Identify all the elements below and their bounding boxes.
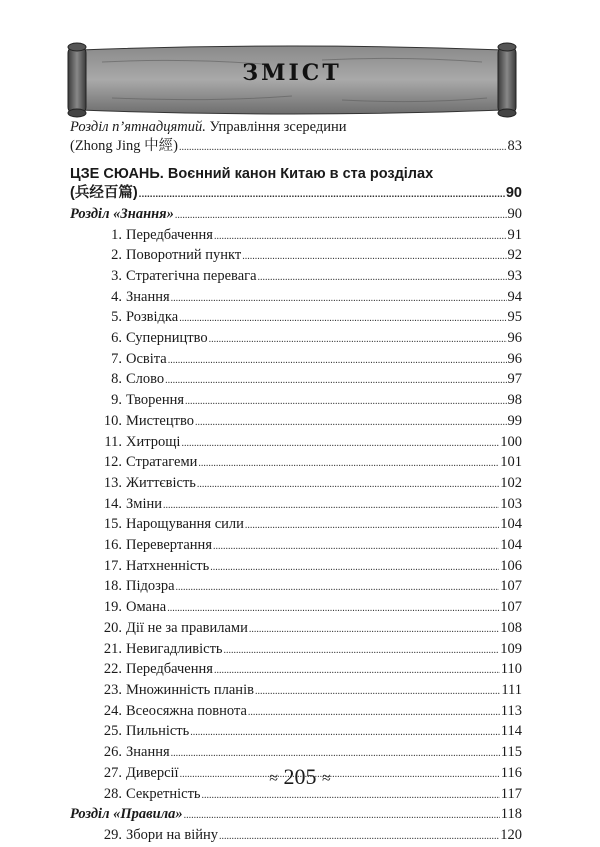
item-title: Перевертання [126, 537, 212, 554]
item-number: 19. [103, 599, 122, 616]
toc-item[interactable] [70, 329, 522, 350]
item-title: Передбачення [126, 226, 213, 243]
page-number: 115 [500, 744, 522, 761]
item-number: 4. [111, 288, 122, 305]
toc-item[interactable] [70, 246, 522, 267]
toc-item[interactable] [70, 288, 522, 309]
toc-item[interactable] [70, 391, 522, 412]
leader-dots [179, 310, 506, 329]
toc-item[interactable] [70, 370, 522, 391]
page-number: 101 [500, 454, 522, 471]
item-title: Поворотний пункт [126, 247, 242, 264]
item-title: Дії не за правилами [126, 619, 248, 636]
page-number: 90 [505, 185, 522, 202]
item-number: 3. [111, 267, 122, 284]
item-number: 22. [103, 661, 122, 678]
item-title: Диверсії [126, 764, 179, 781]
leader-dots [245, 517, 499, 536]
item-title: Пильність [126, 723, 190, 740]
item-number: 9. [111, 392, 122, 409]
page-number: 117 [500, 785, 522, 802]
leader-dots [197, 476, 499, 495]
leader-dots [198, 455, 499, 474]
toc-item[interactable] [70, 557, 522, 578]
toc-item[interactable] [70, 619, 522, 640]
leader-dots [176, 579, 500, 598]
leader-dots [249, 621, 499, 640]
item-number: 12. [103, 454, 122, 471]
book-subtitle: (兵经百篇) [70, 185, 138, 202]
intro-chapter-title: Управління зсередини [205, 119, 347, 135]
leader-dots [255, 683, 500, 702]
page-number: 102 [500, 474, 522, 491]
leader-dots [139, 186, 505, 205]
item-number: 11. [104, 433, 122, 450]
item-title: Знання [126, 744, 170, 761]
toc-item[interactable] [70, 743, 522, 764]
page-number: 111 [501, 681, 522, 698]
toc-item[interactable] [70, 722, 522, 743]
item-number: 26. [103, 744, 122, 761]
toc-entry-intro-cont[interactable] [70, 137, 522, 158]
page-number: 114 [500, 723, 522, 740]
item-title: Стратагеми [126, 454, 198, 471]
leader-dots [165, 372, 506, 391]
page-number: 97 [507, 371, 522, 388]
item-number: 23. [103, 681, 122, 698]
item-title: Суперництво [126, 330, 208, 347]
item-title: Множинність планів [126, 681, 254, 698]
item-title: Знання [126, 288, 170, 305]
item-title: Мистецтво [126, 412, 194, 429]
leader-dots [171, 290, 507, 309]
page-number: 96 [507, 350, 522, 367]
item-number: 1. [111, 226, 122, 243]
toc-item[interactable] [70, 681, 522, 702]
toc-section-rules[interactable] [70, 805, 522, 826]
page-number: 109 [500, 640, 522, 657]
page-number: 116 [500, 764, 522, 781]
toc-item[interactable] [70, 267, 522, 288]
leader-dots [171, 745, 500, 764]
page-number: 104 [500, 516, 522, 533]
page-number: 106 [500, 557, 522, 574]
leader-dots [258, 269, 507, 288]
leader-dots [210, 559, 499, 578]
page-number: 98 [507, 392, 522, 409]
item-number: 6. [111, 330, 122, 347]
item-title: Збори на війну [126, 826, 218, 843]
item-number: 2. [111, 247, 122, 264]
page-number: 96 [507, 330, 522, 347]
toc-entry-intro[interactable] [70, 118, 522, 137]
item-number: 17. [103, 557, 122, 574]
page-number: 103 [500, 495, 522, 512]
item-number: 13. [103, 474, 122, 491]
item-number: 25. [103, 723, 122, 740]
page-number: 95 [507, 309, 522, 326]
toc-section-knowledge[interactable] [70, 205, 522, 226]
item-number: 27. [103, 764, 122, 781]
page-number: 104 [500, 537, 522, 554]
intro-chapter-subtitle: (Zhong Jing 中經) [70, 137, 178, 154]
page-number: 107 [500, 599, 522, 616]
item-number: 24. [103, 702, 122, 719]
page-number: 90 [507, 205, 522, 222]
toc-item[interactable] [70, 412, 522, 433]
toc-item[interactable] [70, 640, 522, 661]
toc-item[interactable] [70, 598, 522, 619]
page-number: 92 [507, 247, 522, 264]
page-number: 100 [500, 433, 522, 450]
page-number: 93 [507, 267, 522, 284]
section-label: Розділ «Правила» [70, 806, 183, 823]
leader-dots [163, 497, 499, 516]
toc-item[interactable] [70, 702, 522, 723]
item-number: 28. [103, 785, 122, 802]
section-label: Розділ «Знання» [70, 205, 174, 222]
item-title: Освіта [126, 350, 167, 367]
ornament-right-icon: ≈ [322, 769, 331, 787]
leader-dots [209, 331, 507, 350]
item-number: 15. [103, 516, 122, 533]
page-title: ЗМІСТ [242, 60, 342, 86]
item-title: Всеосяжна повнота [126, 702, 247, 719]
leader-dots [213, 538, 499, 557]
leader-dots [224, 642, 500, 661]
page-number: 94 [507, 288, 522, 305]
item-title: Життєвість [126, 474, 196, 491]
item-title: Стратегічна перевага [126, 267, 257, 284]
leader-dots [184, 807, 500, 826]
toc-entry-book[interactable] [70, 165, 522, 184]
item-title: Зміни [126, 495, 162, 512]
item-title: Невигадливість [126, 640, 223, 657]
item-number: 29. [103, 826, 122, 843]
page-number: 120 [500, 826, 522, 843]
toc-item[interactable] [70, 226, 522, 247]
item-number: 7. [111, 350, 122, 367]
leader-dots [181, 435, 499, 454]
item-number: 10. [103, 412, 122, 429]
page-number: 113 [500, 702, 522, 719]
toc-entry-book-cont[interactable] [70, 184, 522, 205]
contents-banner [62, 40, 522, 120]
ornament-left-icon: ≈ [269, 769, 278, 787]
toc-item[interactable] [70, 308, 522, 329]
leader-dots [190, 724, 500, 743]
leader-dots [214, 228, 507, 247]
leader-dots [248, 704, 500, 723]
knowledge-items-list [70, 226, 522, 806]
item-title: Нарощування сили [126, 516, 244, 533]
leader-dots [242, 248, 506, 267]
item-title: Натхненність [126, 557, 210, 574]
toc-item[interactable] [70, 350, 522, 371]
toc-item[interactable] [70, 515, 522, 536]
toc-item[interactable] [70, 453, 522, 474]
book-title: ЦЗЕ СЮАНЬ. Воєнний канон Китаю в ста розділах [70, 166, 434, 183]
item-title: Підозра [126, 578, 175, 595]
item-title: Омана [126, 599, 167, 616]
page-number: 99 [507, 412, 522, 429]
leader-dots [175, 207, 507, 226]
toc-item[interactable] [70, 495, 522, 516]
item-number: 21. [103, 640, 122, 657]
page-number-footer: 205 [283, 764, 317, 789]
table-of-contents [70, 118, 522, 847]
page-number: 110 [500, 661, 522, 678]
item-number: 8. [111, 371, 122, 388]
item-title: Розвідка [126, 309, 179, 326]
item-title: Передбачення [126, 661, 213, 678]
toc-item[interactable] [70, 433, 522, 454]
leader-dots [167, 600, 499, 619]
leader-dots [179, 139, 507, 158]
leader-dots [195, 414, 507, 433]
toc-item[interactable] [70, 577, 522, 598]
item-title: Секретність [126, 785, 201, 802]
toc-item[interactable] [70, 660, 522, 681]
toc-item[interactable] [70, 474, 522, 495]
page-number: 107 [500, 578, 522, 595]
item-number: 16. [103, 537, 122, 554]
item-number: 5. [111, 309, 122, 326]
page-number: 91 [507, 226, 522, 243]
item-number: 18. [103, 578, 122, 595]
item-title: Хитрощі [126, 433, 181, 450]
item-number: 20. [103, 619, 122, 636]
page-footer [0, 764, 600, 790]
intro-chapter-label: Розділ п’ятнадцятий. [70, 119, 206, 135]
page-number: 108 [500, 619, 522, 636]
item-title: Творення [126, 392, 185, 409]
leader-dots [185, 393, 506, 412]
item-title: Слово [126, 371, 165, 388]
page-number: 83 [507, 137, 522, 154]
leader-dots [168, 352, 507, 371]
item-number: 14. [103, 495, 122, 512]
toc-item[interactable] [70, 536, 522, 557]
page-number: 118 [500, 806, 522, 823]
leader-dots [214, 662, 500, 681]
